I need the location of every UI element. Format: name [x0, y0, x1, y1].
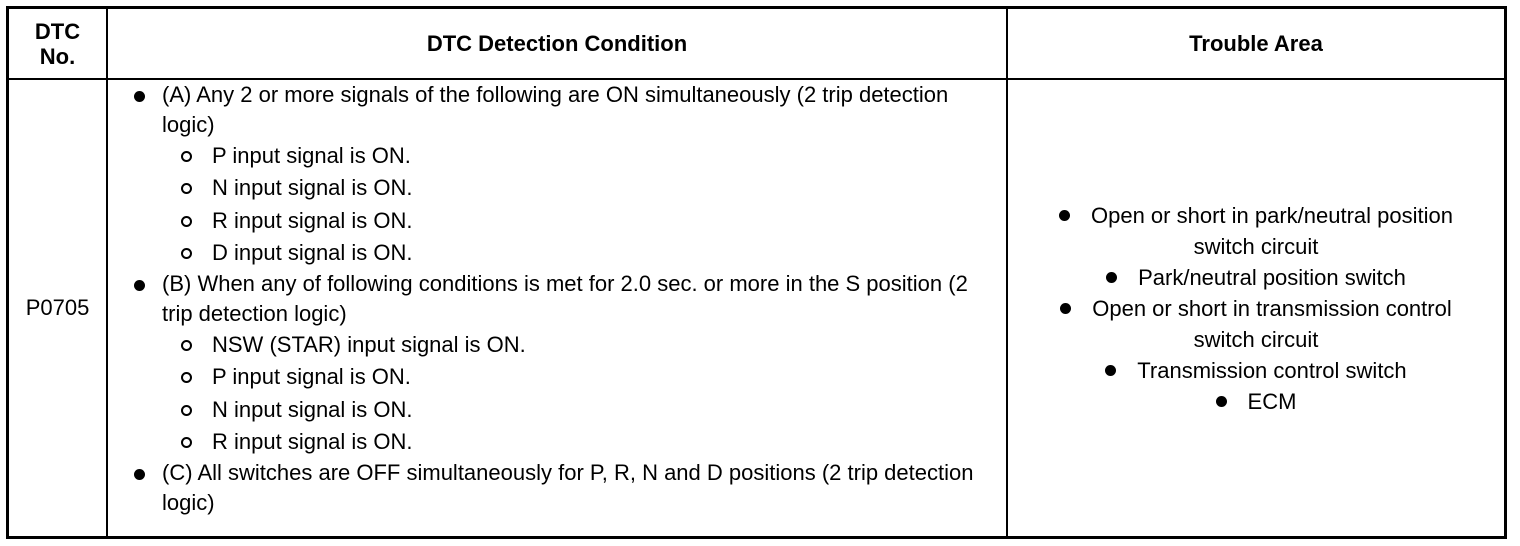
trouble-area-text: Park/neutral position switch — [1138, 264, 1406, 290]
condition-subitem — [108, 426, 1006, 458]
header-dtc-line1: DTC — [34, 18, 81, 44]
hollow-bullet-icon — [181, 248, 192, 259]
trouble-area-list — [1059, 200, 1453, 417]
trouble-area-cell — [1007, 79, 1506, 538]
condition-item-c — [108, 458, 1006, 518]
condition-subitem-text: R input signal is ON. — [212, 429, 413, 455]
detection-condition-cell — [107, 79, 1007, 538]
hollow-bullet-icon — [181, 151, 192, 162]
dtc-code: P0705 — [8, 79, 108, 538]
hollow-bullet-icon — [181, 405, 192, 416]
filled-bullet-icon — [134, 280, 145, 291]
condition-subitem-text: P input signal is ON. — [212, 364, 411, 390]
condition-text: (C) All switches are OFF simultaneously for P, R, N and D positions (2 trip detection logic) — [162, 460, 974, 516]
trouble-area-text-line2: switch circuit — [1193, 326, 1319, 352]
trouble-area-item — [1059, 386, 1453, 417]
condition-subitem-text: R input signal is ON. — [212, 207, 413, 233]
condition-subitem — [108, 361, 1006, 393]
condition-subitem-text: D input signal is ON. — [212, 239, 413, 265]
trouble-area-text: Open or short in transmission control — [1092, 295, 1452, 321]
header-trouble-area: Trouble Area — [1007, 8, 1506, 80]
trouble-area-item — [1059, 200, 1453, 262]
trouble-area-item — [1059, 262, 1453, 293]
condition-text: (B) When any of following conditions is met for 2.0 sec. or more in the S position (2 trip detection logic) — [162, 271, 968, 327]
filled-bullet-icon — [1059, 210, 1070, 221]
hollow-bullet-icon — [181, 183, 192, 194]
filled-bullet-icon — [134, 91, 145, 102]
condition-subitem — [108, 205, 1006, 237]
trouble-area-text: ECM — [1247, 388, 1297, 414]
filled-bullet-icon — [1106, 272, 1117, 283]
condition-subitem — [108, 329, 1006, 361]
condition-text: (A) Any 2 or more signals of the following are ON simultaneously (2 trip detection logic) — [162, 82, 949, 137]
trouble-area-text-line2: switch circuit — [1193, 233, 1319, 259]
header-dtc-no — [8, 8, 108, 80]
condition-subitem-text: N input signal is ON. — [212, 396, 413, 422]
condition-subitem-text: NSW (STAR) input signal is ON. — [212, 332, 526, 358]
header-detection-condition: DTC Detection Condition — [107, 8, 1007, 80]
condition-subitem — [108, 140, 1006, 172]
trouble-area-text: Transmission control switch — [1137, 357, 1407, 383]
condition-subitem — [108, 394, 1006, 426]
hollow-bullet-icon — [181, 437, 192, 448]
filled-bullet-icon — [134, 469, 145, 480]
dtc-table — [6, 6, 1507, 539]
filled-bullet-icon — [1216, 396, 1227, 407]
hollow-bullet-icon — [181, 340, 192, 351]
header-dtc-line2: No. — [39, 43, 76, 69]
filled-bullet-icon — [1060, 303, 1071, 314]
hollow-bullet-icon — [181, 372, 192, 383]
trouble-area-item — [1059, 355, 1453, 386]
trouble-area-text: Open or short in park/neutral position — [1091, 202, 1453, 228]
table-row — [8, 79, 1506, 538]
condition-subitem — [108, 237, 1006, 269]
header-row — [8, 8, 1506, 80]
hollow-bullet-icon — [181, 216, 192, 227]
condition-item-a — [108, 80, 1006, 140]
condition-subitem — [108, 172, 1006, 204]
filled-bullet-icon — [1105, 365, 1116, 376]
trouble-area-item — [1059, 293, 1453, 355]
condition-subitem-text: P input signal is ON. — [212, 143, 411, 168]
condition-subitem-text: N input signal is ON. — [212, 175, 413, 201]
condition-item-b — [108, 269, 1006, 329]
